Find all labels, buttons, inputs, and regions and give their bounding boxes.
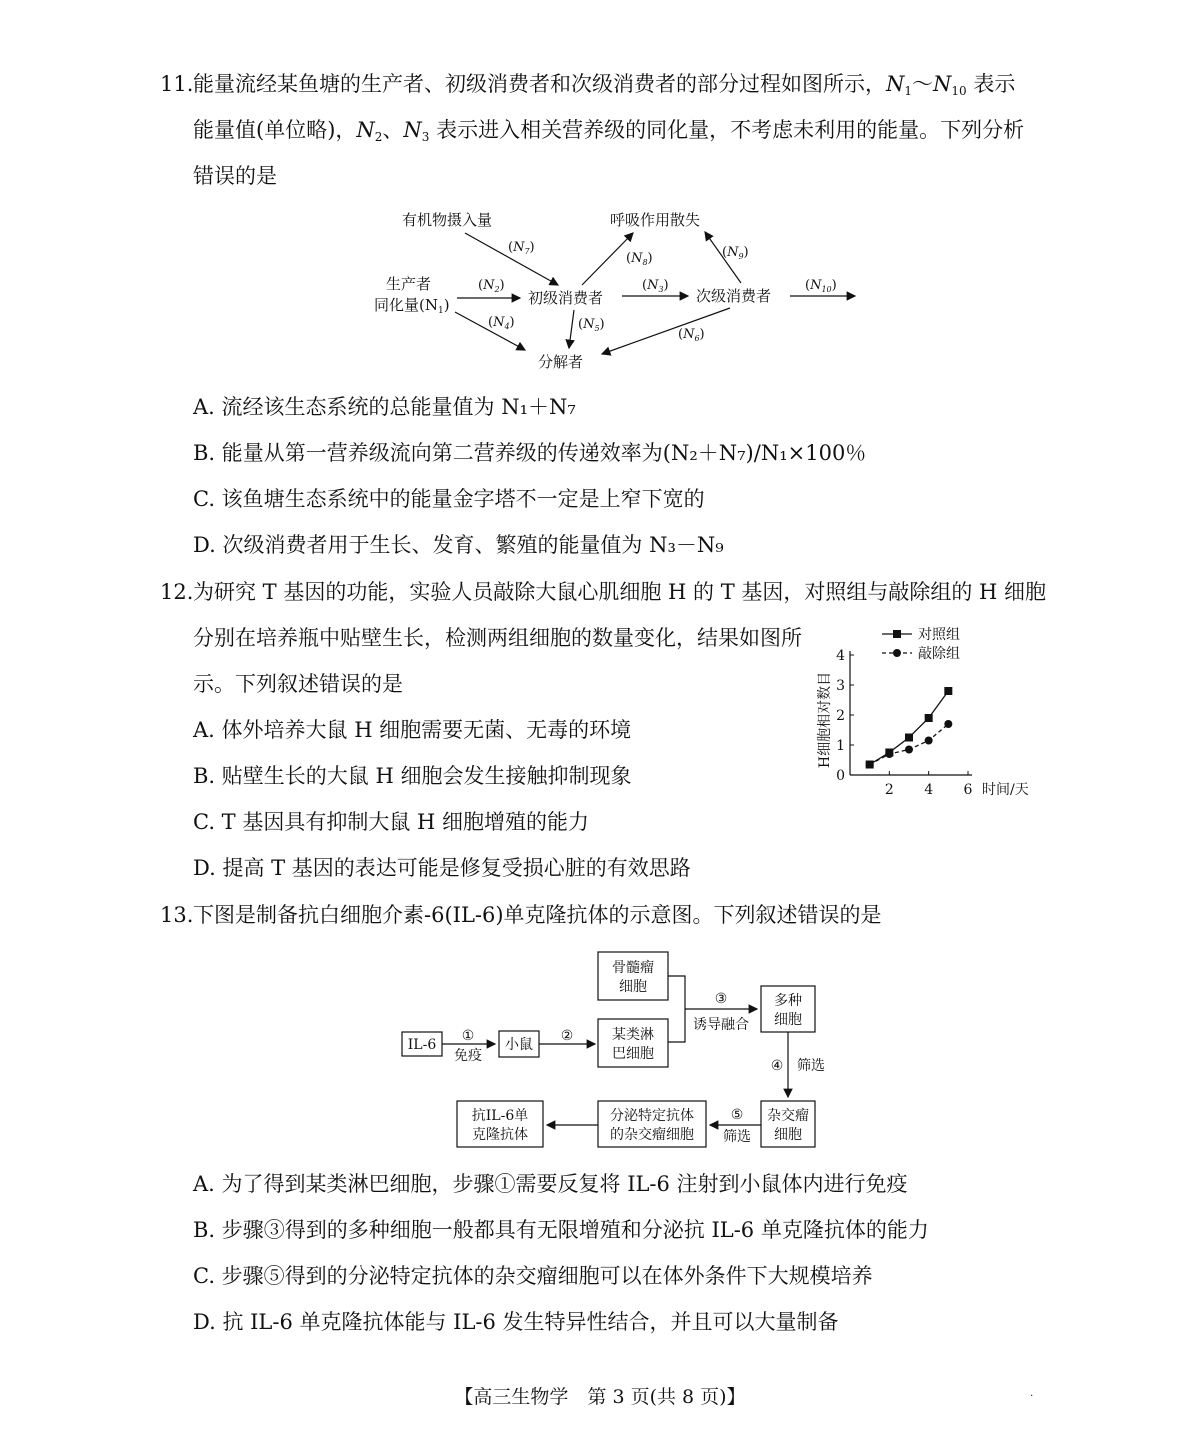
chart-x-tick-label: 6 [963, 782, 973, 798]
chart-y-tick-label: 1 [836, 738, 845, 754]
label-n2: $(N_2)$ [478, 278, 505, 294]
label-n7: $(N_7)$ [508, 240, 535, 256]
q13-number: 13. [160, 903, 194, 927]
q13-option-b[interactable]: B. 步骤③得到的多种细胞一般都具有无限增殖和分泌抗 IL-6 单克隆抗体的能力 [193, 1218, 929, 1242]
box-myeloma-l1: 骨髓瘤 [612, 960, 654, 976]
chart-point-circle [866, 761, 874, 769]
chart-point-circle [925, 737, 933, 745]
chart-point-square [905, 734, 913, 742]
q11-stem-line1: 能量流经某鱼塘的生产者、初级消费者和次级消费者的部分过程如图所示，$N_1\sim N_{10}$ 表示 [193, 72, 1016, 98]
step4-label: 筛选 [797, 1058, 825, 1074]
q12-option-c[interactable]: C. T 基因具有抑制大鼠 H 细胞增殖的能力 [193, 810, 590, 834]
q12-number: 12. [160, 580, 194, 604]
q12-stem-line2: 分别在培养瓶中贴壁生长，检测两组细胞的数量变化，结果如图所 [193, 626, 802, 650]
q12-stem-line1: 为研究 T 基因的功能，实验人员敲除大鼠心肌细胞 H 的 T 基因，对照组与敲除组的 H 细胞 [193, 580, 1047, 604]
q11-stem-line3: 错误的是 [193, 164, 277, 188]
q13-option-c[interactable]: C. 步骤⑤得到的分泌特定抗体的杂交瘤细胞可以在体外条件下大规模培养 [193, 1264, 873, 1288]
q11-option-d[interactable]: D. 次级消费者用于生长、发育、繁殖的能量值为 N₃－N₉ [193, 533, 724, 557]
box-secreting-l2: 的杂交瘤细胞 [610, 1127, 694, 1143]
chart-legend-marker-circle [893, 649, 901, 657]
q12-option-b[interactable]: B. 贴壁生长的大鼠 H 细胞会发生接触抑制现象 [193, 764, 632, 788]
page-footer: 【高三生物学 第 3 页(共 8 页)】 [454, 1386, 746, 1408]
cell-count-chart [812, 620, 1052, 805]
label-n5: $(N_5)$ [578, 317, 605, 333]
box-hybrid-l2: 细胞 [774, 1127, 802, 1143]
label-n8: $(N_8)$ [626, 251, 653, 267]
step1-label: 免疫 [454, 1048, 482, 1064]
step5-label: 筛选 [723, 1129, 751, 1145]
box-lymph-l2: 巴细胞 [612, 1046, 654, 1062]
label-n10: $(N_{10})$ [805, 278, 837, 294]
box-il6-label: IL-6 [407, 1037, 437, 1053]
chart-point-square [925, 714, 933, 722]
antibody-prep-diagram [395, 945, 865, 1155]
label-n3: $(N_3)$ [642, 278, 669, 294]
arrow-n5 [569, 310, 574, 348]
energy-flow-diagram [360, 200, 880, 380]
q13-stem: 下图是制备抗白细胞介素-6(IL-6)单克隆抗体的示意图。下列叙述错误的是 [193, 903, 882, 927]
q11-stem-line2: 能量值(单位略)，$N_2$、$N_3$ 表示进入相关营养级的同化量，不考虑未利用的能量。下列分析 [193, 118, 1025, 144]
node-producer-l2: 同化量$(N_1)$ [374, 296, 450, 316]
step3-label: 诱导融合 [693, 1017, 749, 1033]
box-lymph-l1: 某类淋 [612, 1027, 654, 1043]
box-antibody-l1: 抗IL-6单 [471, 1108, 529, 1124]
box-multi-l1: 多种 [774, 993, 802, 1009]
box-multi-l2: 细胞 [774, 1012, 802, 1028]
node-organic-intake: 有机物摄入量 [402, 211, 493, 229]
chart-legend-label-1: 对照组 [918, 627, 960, 643]
chart-y-axis-label: H细胞相对数目 [817, 671, 833, 769]
chart-x-axis-label: 时间/天 [982, 782, 1029, 798]
box-hybrid-l1: 杂交瘤 [767, 1108, 809, 1124]
q11-number: 11. [160, 72, 194, 96]
chart-y-tick-label: 3 [836, 678, 845, 694]
node-respiration: 呼吸作用散失 [610, 211, 701, 229]
q13-option-a[interactable]: A. 为了得到某类淋巴细胞，步骤①需要反复将 IL-6 注射到小鼠体内进行免疫 [193, 1172, 908, 1196]
step5-num: ⑤ [730, 1107, 744, 1123]
arrow-n6 [602, 308, 730, 354]
label-n9: $(N_9)$ [722, 245, 749, 261]
q12-stem-line3: 示。下列叙述错误的是 [193, 672, 403, 696]
q11-option-a[interactable]: A. 流经该生态系统的总能量值为 N₁＋N₇ [193, 395, 576, 419]
step4-num: ④ [770, 1058, 784, 1074]
q13-option-d[interactable]: D. 抗 IL-6 单克隆抗体能与 IL-6 发生特异性结合，并且可以大量制备 [193, 1310, 839, 1334]
fusion-bracket [668, 976, 685, 1042]
chart-point-circle [885, 750, 893, 758]
label-n6: $(N_6)$ [678, 327, 705, 343]
chart-legend-marker-square [893, 630, 901, 638]
chart-series-line-2 [870, 724, 949, 765]
q11-option-b[interactable]: B. 能量从第一营养级流向第二营养级的传递效率为(N₂＋N₇)/N₁×100％ [193, 441, 867, 465]
node-decomposer: 分解者 [538, 353, 584, 371]
chart-point-circle [944, 720, 952, 728]
node-secondary-consumer: 次级消费者 [696, 287, 772, 305]
box-antibody-l2: 克隆抗体 [472, 1127, 528, 1143]
label-n4: $(N_4)$ [488, 315, 515, 331]
chart-point-square [944, 687, 952, 695]
chart-y-tick-label: 4 [836, 648, 845, 664]
step3-num: ③ [714, 991, 728, 1007]
chart-x-tick-label: 2 [884, 782, 894, 798]
step2-num: ② [560, 1028, 574, 1044]
footer-mark: ․ [1030, 1388, 1034, 1399]
box-myeloma-l2: 细胞 [619, 979, 647, 995]
chart-y-tick-label: 2 [836, 708, 845, 724]
chart-legend-label-2: 敲除组 [918, 646, 960, 662]
chart-point-circle [905, 746, 913, 754]
q11-option-c[interactable]: C. 该鱼塘生态系统中的能量金字塔不一定是上窄下宽的 [193, 487, 705, 511]
q12-option-a[interactable]: A. 体外培养大鼠 H 细胞需要无菌、无毒的环境 [193, 718, 632, 742]
chart-y-tick-label: 0 [836, 768, 845, 784]
node-producer-l1: 生产者 [386, 275, 432, 293]
chart-x-tick-label: 4 [924, 782, 934, 798]
step1-num: ① [461, 1028, 475, 1044]
node-primary-consumer: 初级消费者 [528, 289, 604, 307]
box-secreting-l1: 分泌特定抗体 [610, 1108, 694, 1124]
q12-option-d[interactable]: D. 提高 T 基因的表达可能是修复受损心脏的有效思路 [193, 856, 691, 880]
box-mouse-label: 小鼠 [505, 1037, 533, 1053]
